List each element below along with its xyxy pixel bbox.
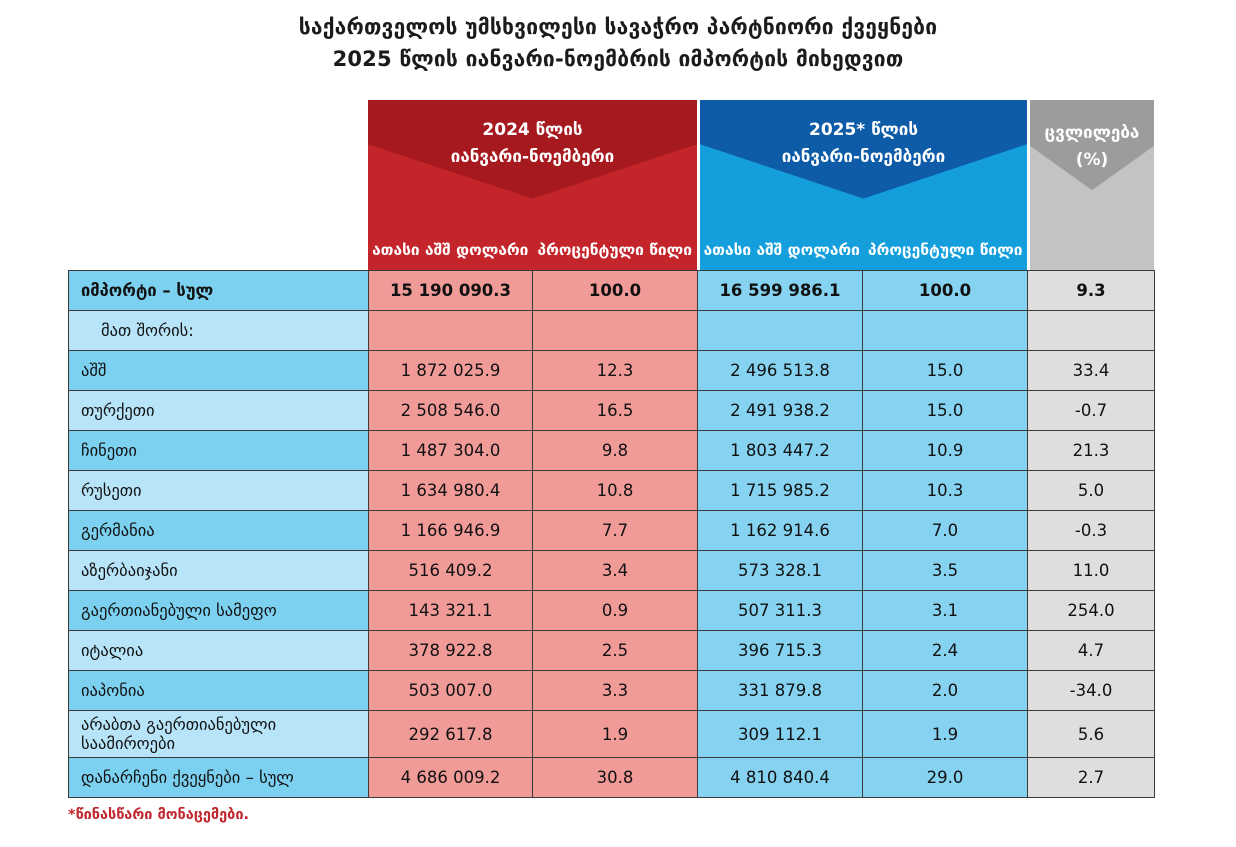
header-change-label <box>1030 100 1154 174</box>
header-2025-label <box>700 100 1027 171</box>
share-2025-cell: 3.5 <box>863 551 1028 591</box>
header-2025-line1: 2025* წლის <box>808 120 919 140</box>
table-row-uae <box>69 711 1155 758</box>
row-label: გერმანია <box>69 511 369 551</box>
table-row-among-them <box>69 311 1155 351</box>
row-label: იტალია <box>69 631 369 671</box>
usd-2025-cell: 1 803 447.2 <box>698 431 863 471</box>
header-2024-label <box>368 100 697 171</box>
table-row-russia <box>69 471 1155 511</box>
share-2024-cell: 0.9 <box>533 591 698 631</box>
usd-2025-cell: 309 112.1 <box>698 711 863 758</box>
usd-2025-cell: 2 496 513.8 <box>698 351 863 391</box>
subheader-2025-usd: ათასი აშშ დოლარი <box>703 241 860 259</box>
usd-2024-cell: 2 508 546.0 <box>369 391 533 431</box>
usd-2025-cell: 573 328.1 <box>698 551 863 591</box>
row-label: ჩინეთი <box>69 431 369 471</box>
change-cell: 5.0 <box>1028 471 1155 511</box>
table-row-turkey <box>69 391 1155 431</box>
share-2024-cell <box>533 311 698 351</box>
header-2024-line1: 2024 წლის <box>482 120 583 140</box>
header-2024-subcolumns <box>368 239 697 262</box>
subheader-2024-share: პროცენტული წილი <box>537 241 692 259</box>
usd-2024-cell: 378 922.8 <box>369 631 533 671</box>
usd-2024-cell: 292 617.8 <box>369 711 533 758</box>
change-cell: 2.7 <box>1028 758 1155 798</box>
share-2025-cell: 10.3 <box>863 471 1028 511</box>
page-title <box>0 0 1236 75</box>
usd-2025-cell: 1 162 914.6 <box>698 511 863 551</box>
header-spacer <box>68 100 368 270</box>
table-row-china <box>69 431 1155 471</box>
header-2024-line2: იანვარი-ნოემბერი <box>450 147 615 167</box>
usd-2024-cell: 1 487 304.0 <box>369 431 533 471</box>
usd-2024-cell: 1 872 025.9 <box>369 351 533 391</box>
share-2024-cell: 9.8 <box>533 431 698 471</box>
share-2025-cell: 15.0 <box>863 351 1028 391</box>
usd-2025-cell: 331 879.8 <box>698 671 863 711</box>
change-cell: 33.4 <box>1028 351 1155 391</box>
usd-2025-cell: 396 715.3 <box>698 631 863 671</box>
share-2025-cell: 7.0 <box>863 511 1028 551</box>
row-label: გაერთიანებული სამეფო <box>69 591 369 631</box>
table-header <box>68 100 1154 270</box>
share-2025-cell: 29.0 <box>863 758 1028 798</box>
share-2024-cell: 100.0 <box>533 271 698 311</box>
share-2024-cell: 2.5 <box>533 631 698 671</box>
change-cell: 5.6 <box>1028 711 1155 758</box>
table-row-japan <box>69 671 1155 711</box>
change-cell: 21.3 <box>1028 431 1155 471</box>
share-2024-cell: 7.7 <box>533 511 698 551</box>
usd-2025-cell: 1 715 985.2 <box>698 471 863 511</box>
share-2024-cell: 30.8 <box>533 758 698 798</box>
share-2024-cell: 10.8 <box>533 471 698 511</box>
share-2024-cell: 3.4 <box>533 551 698 591</box>
title-line-2: 2025 წლის იანვარი-ნოემბრის იმპორტის მიხედვით <box>332 47 904 71</box>
share-2024-cell: 3.3 <box>533 671 698 711</box>
usd-2024-cell: 516 409.2 <box>369 551 533 591</box>
header-group-change <box>1027 100 1154 270</box>
header-change-line2: (%) <box>1075 150 1109 170</box>
table-row-total <box>69 271 1155 311</box>
usd-2025-cell: 507 311.3 <box>698 591 863 631</box>
usd-2025-cell <box>698 311 863 351</box>
usd-2024-cell: 143 321.1 <box>369 591 533 631</box>
import-table <box>68 100 1154 823</box>
footnote-preliminary-data: *წინასწარი მონაცემები. <box>68 807 250 823</box>
usd-2024-cell: 15 190 090.3 <box>369 271 533 311</box>
share-2025-cell: 10.9 <box>863 431 1028 471</box>
subheader-2024-usd: ათასი აშშ დოლარი <box>372 241 529 259</box>
table-row-united-kingdom <box>69 591 1155 631</box>
share-2025-cell: 2.0 <box>863 671 1028 711</box>
usd-2024-cell: 1 166 946.9 <box>369 511 533 551</box>
row-label: არაბთა გაერთიანებული საამიროები <box>69 711 369 758</box>
usd-2024-cell <box>369 311 533 351</box>
table-row-germany <box>69 511 1155 551</box>
table-row-italy <box>69 631 1155 671</box>
row-label: იმპორტი – სულ <box>69 271 369 311</box>
usd-2025-cell: 4 810 840.4 <box>698 758 863 798</box>
header-group-2024 <box>368 100 697 270</box>
change-cell: 254.0 <box>1028 591 1155 631</box>
subheader-2025-share: პროცენტული წილი <box>867 241 1023 259</box>
share-2025-cell: 100.0 <box>863 271 1028 311</box>
share-2024-cell: 12.3 <box>533 351 698 391</box>
header-group-2025 <box>697 100 1027 270</box>
table-row-usa <box>69 351 1155 391</box>
share-2025-cell <box>863 311 1028 351</box>
change-cell: -0.3 <box>1028 511 1155 551</box>
share-2025-cell: 3.1 <box>863 591 1028 631</box>
table-row-rest-of-countries <box>69 758 1155 798</box>
row-label: იაპონია <box>69 671 369 711</box>
change-cell: 4.7 <box>1028 631 1155 671</box>
usd-2025-cell: 2 491 938.2 <box>698 391 863 431</box>
usd-2024-cell: 4 686 009.2 <box>369 758 533 798</box>
change-cell: -0.7 <box>1028 391 1155 431</box>
share-2025-cell: 15.0 <box>863 391 1028 431</box>
row-label: თურქეთი <box>69 391 369 431</box>
data-grid <box>68 270 1155 798</box>
row-label: აზერბაიჯანი <box>69 551 369 591</box>
header-change-line1: ცვლილება <box>1044 123 1140 143</box>
table-row-azerbaijan <box>69 551 1155 591</box>
change-cell: 11.0 <box>1028 551 1155 591</box>
row-label: აშშ <box>69 351 369 391</box>
share-2024-cell: 1.9 <box>533 711 698 758</box>
row-label: მათ შორის: <box>69 311 369 351</box>
change-cell: -34.0 <box>1028 671 1155 711</box>
header-2025-line2: იანვარი-ნოემბერი <box>781 147 946 167</box>
share-2025-cell: 1.9 <box>863 711 1028 758</box>
row-label: რუსეთი <box>69 471 369 511</box>
header-2025-subcolumns <box>700 239 1027 262</box>
share-2025-cell: 2.4 <box>863 631 1028 671</box>
usd-2025-cell: 16 599 986.1 <box>698 271 863 311</box>
title-line-1: საქართველოს უმსხვილესი სავაჭრო პარტნიორი ქვეყნები <box>298 15 938 39</box>
usd-2024-cell: 1 634 980.4 <box>369 471 533 511</box>
change-cell: 9.3 <box>1028 271 1155 311</box>
usd-2024-cell: 503 007.0 <box>369 671 533 711</box>
change-cell <box>1028 311 1155 351</box>
row-label: დანარჩენი ქვეყნები – სულ <box>69 758 369 798</box>
share-2024-cell: 16.5 <box>533 391 698 431</box>
